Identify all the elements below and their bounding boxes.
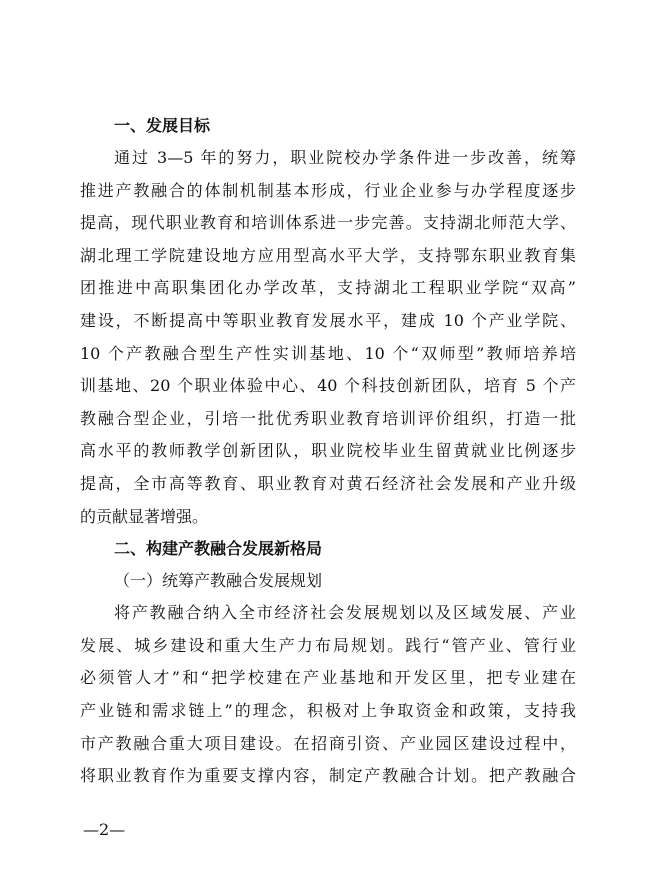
paragraph-line: 通过 3—5 年的努力，职业院校办学条件进一步改善，统筹 <box>114 148 576 167</box>
paragraph-planning <box>80 597 576 793</box>
paragraph-line: 将职业教育作为重要支撑内容，制定产教融合计划。把产教融合 <box>80 766 576 786</box>
paragraph-line: 10 个产教融合型生产性实训基地、10 个“双师型”教师培养培 <box>80 343 576 363</box>
subsection-heading-planning: （一）统筹产教融合发展规划 <box>114 571 323 591</box>
paragraph-line: 推进产教融合的体制机制基本形成，行业企业参与办学程度逐步 <box>80 180 576 200</box>
paragraph-line: 产业链和需求链上”的理念，积极对上争取资金和政策，支持我 <box>80 700 576 720</box>
paragraph-line: 湖北理工学院建设地方应用型高水平大学，支持鄂东职业教育集 <box>80 245 576 265</box>
paragraph-line: 提高，全市高等教育、职业教育对黄石经济社会发展和产业升级 <box>80 473 576 493</box>
paragraph-line: 团推进中高职集团化办学改革，支持湖北工程职业学院“双高” <box>80 278 576 298</box>
paragraph-line: 训基地、20 个职业体验中心、40 个科技创新团队，培育 5 个产 <box>80 376 576 396</box>
paragraph-goals <box>80 142 576 533</box>
paragraph-line: 高水平的教师教学创新团队，职业院校毕业生留黄就业比例逐步 <box>80 441 576 461</box>
paragraph-line: 提高，现代职业教育和培训体系进一步完善。支持湖北师范大学、 <box>80 213 576 233</box>
paragraph-line: 市产教融合重大项目建设。在招商引资、产业园区建设过程中， <box>80 733 576 753</box>
paragraph-line: 教融合型企业，引培一批优秀职业教育培训评价组织，打造一批 <box>80 408 576 428</box>
page-number: —2— <box>83 820 126 839</box>
paragraph-line: 建设，不断提高中等职业教育发展水平，建成 10 个产业学院、 <box>80 310 576 330</box>
section-heading-new-pattern: 二、构建产教融合发展新格局 <box>114 539 323 559</box>
paragraph-line: 将产教融合纳入全市经济社会发展规划以及区域发展、产业 <box>114 603 576 623</box>
paragraph-line: 的贡献显著增强。 <box>80 506 209 526</box>
document-body <box>80 110 576 793</box>
paragraph-line: 必须管人才”和“把学校建在产业基地和开发区里，把专业建在 <box>80 668 576 688</box>
paragraph-line: 发展、城乡建设和重大生产力布局规划。践行“管产业、管行业 <box>80 635 576 655</box>
section-heading-goals: 一、发展目标 <box>114 116 211 135</box>
